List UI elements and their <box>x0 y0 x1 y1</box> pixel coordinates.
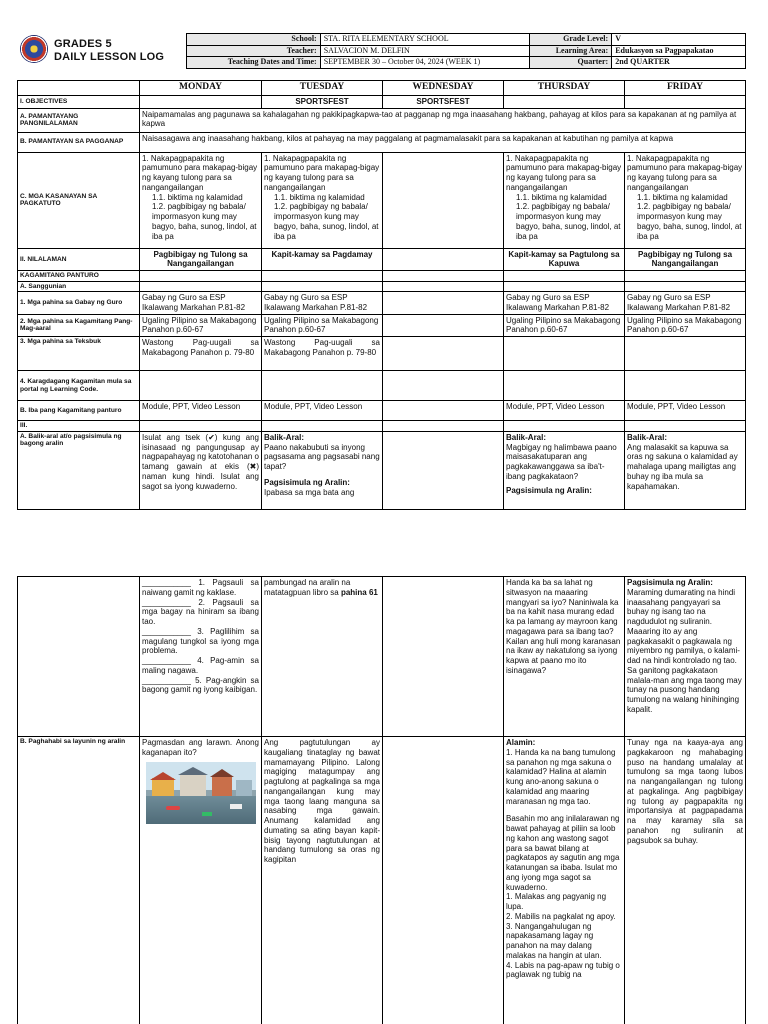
purpose-friday: Tunay nga na kaaya-aya ang pagkakaroon ng mahabaging puso na handang umalalay at tumulong sa mga taong lubos na nangangailangan ng tulong at pagkalinga. Ang pagbibigay ng tulong ay pagpapakita ng importansiya at pagpapadama na may karamay sila sa panahon ng suliranin at pagsubok sa buhay. <box>625 737 746 1024</box>
document-title <box>54 38 164 64</box>
quarter-value: 2nd QUARTER <box>612 57 746 69</box>
teacher-guide-tuesday: Gabay ng Guro sa ESP Ikalawang Markahan P.81-82 <box>262 292 383 315</box>
teacher-guide-thursday: Gabay ng Guro sa ESP Ikalawang Markahan P.81-82 <box>504 292 625 315</box>
deped-seal-logo <box>20 35 48 63</box>
purpose-label: B. Paghahabi sa layunin ng aralin <box>18 737 140 1024</box>
roof-shape <box>150 772 176 780</box>
teacher-guide-friday: Gabay ng Guro sa ESP Ikalawang Markahan P.81-82 <box>625 292 746 315</box>
grade-value: V <box>612 34 746 46</box>
learner-material-monday: Ugaling Pilipino sa Makabagong Panahon p.60-67 <box>140 314 262 337</box>
additional-materials-label: 4. Karagdagang Kagamitan mula sa portal ng Learning Code. <box>18 371 140 401</box>
purpose-item: 4. Labis na pag-apaw ng tubig o paglawak ng tubig na <box>506 960 620 980</box>
floating-debris <box>202 812 212 816</box>
header-info-table <box>186 33 746 69</box>
learner-material-thursday: Ugaling Pilipino sa Makabagong Panahon p.60-67 <box>504 314 625 337</box>
purpose-thursday: Alamin: 1. Handa ka na bang tumulong sa panahon ng mga sakuna o kalamidad? Halina at alamin kung ano-anong sakuna o kalamidad ang maaring maranasan ng mga tao. Basahin mo ang inilalarawan ng bawat pahayag at piliin sa loob ng kahon ang wastong sagot para sa bawat bilang at pagkatapos ay sagutin ang mga katanungan sa ibaba. Isulat mo ang iyong mga sagot sa kuwaderno. 1. Malakas ang pagyanig ng lupa. 2. Mabilis na pagkalat ng apoy. 3. Nangangahulugan ng napakasamang lagay ng panahon na may dalang malakas na hangin at ulan. 4. Labis na pag-apaw ng tubig o paglawak ng tubig na <box>504 737 625 1024</box>
teacher-guide-monday: Gabay ng Guro sa ESP Ikalawang Markahan P.81-82 <box>140 292 262 315</box>
school-label: School: <box>187 34 321 46</box>
content-thursday: Kapit-kamay sa Pagtulong sa Kapuwa <box>504 248 625 271</box>
dates-label: Teaching Dates and Time: <box>187 57 321 69</box>
learner-material-tuesday: Ugaling Pilipino sa Makabagong Panahon p.60-67 <box>262 314 383 337</box>
review-label: A. Balik-aral at/o pagsisimula ng bagong aralin <box>18 431 140 509</box>
purpose-item: 3. Nangangahulugan ng napakasamang lagay ng panahon na may dalang malakas na hangin at ulan. <box>506 921 602 960</box>
quarter-label: Quarter: <box>530 57 612 69</box>
other-materials-tuesday: Module, PPT, Video Lesson <box>262 401 383 421</box>
review-thursday: Balik-Aral: Magbigay ng halimbawa paano maisasakatuparan ang pagkakawanggawa sa iba't-ibang pagkakataon? Pagsisimula ng Aralin: <box>504 431 625 509</box>
review-item: ___________ 3. Paglilihim sa magulang tungkol sa iyong mga problema. <box>142 626 259 656</box>
content-monday: Pagbibigay ng Tulong sa Nangangailangan <box>140 248 262 271</box>
teacher-label: Teacher: <box>187 45 321 57</box>
purpose-monday: Pagmasdan ang larawn. Anong kaganapan ito? <box>140 737 262 1024</box>
purpose-item: 2. Mabilis na pagkalat ng apoy. <box>506 911 616 921</box>
competencies-friday: 1. Nakapagpapakita ng pamumuno para makapag-bigay ng kayang tulong para sa nangangailangan 1.1. biktima ng kalamidad 1.2. pagbibigay ng babala/ impormasyon kung may bagyo, baha, sunog, lindol, at iba pa <box>625 152 746 248</box>
grade-label: Grade Level: <box>530 34 612 46</box>
area-value: Edukasyon sa Pagpapakatao <box>612 45 746 57</box>
competencies-thursday: 1. Nakapagpapakita ng pamumuno para makapag-bigay ng kayang tulong para sa nangangailangan 1.1. biktima ng kalamidad 1.2. pagbibigay ng babala/ impormasyon kung may bagyo, baha, sunog, lindol, at iba pa <box>504 152 625 248</box>
teacher-guide-label: 1. Mga pahina sa Gabay ng Guro <box>18 292 140 315</box>
floating-debris <box>166 806 180 810</box>
references-label: A. Sanggunian <box>18 281 140 292</box>
teacher-value: SALVACION M. DELFIN <box>320 45 530 57</box>
review-cont-thursday: Handa ka ba sa lahat ng sitwasyon na maaaring mangyari sa iyo? Naniniwala ka ba na kahit nasa murang edad ka pa lamang ay mayroon kang magagawa para sa ibang tao? Kailan ang huli mong karanasan na ikaw ay nakatulong sa iyong kapwa at paano mo ito isinagawa? <box>504 577 625 737</box>
roof-shape <box>178 767 208 775</box>
lesson-plan-table-page2 <box>17 576 746 1024</box>
review-items-monday <box>140 577 262 737</box>
textbook-label: 3. Mga pahina sa Teksbuk <box>18 337 140 371</box>
textbook-tuesday: Wastong Pag-uugali sa Makabagong Panahon p. 79-80 <box>262 337 383 371</box>
procedures-label: III. <box>18 421 140 432</box>
other-materials-thursday: Module, PPT, Video Lesson <box>504 401 625 421</box>
other-materials-monday: Module, PPT, Video Lesson <box>140 401 262 421</box>
review-tuesday: Balik-Aral: Paano nakabubuti sa inyong pagsasama ang pagsasabi nang tapat? Pagsisimula ng Aralin: Ipabasa sa mga bata ang <box>262 431 383 509</box>
content-label: II. NILALAMAN <box>18 248 140 271</box>
day-wednesday: WEDNESDAY <box>383 81 504 96</box>
other-materials-friday: Module, PPT, Video Lesson <box>625 401 746 421</box>
title-grade: GRADES 5 <box>54 38 112 50</box>
sportsfest-tuesday: SPORTSFEST <box>262 95 383 108</box>
sportsfest-wednesday: SPORTSFEST <box>383 95 504 108</box>
objectives-label: I. OBJECTIVES <box>18 95 140 108</box>
day-thursday: THURSDAY <box>504 81 625 96</box>
purpose-tuesday: Ang pagtutulungan ay kaugaliang tinataglay ng bawat mamamayang Pilipino. Lalong magiging matagumpay ang pagtulong at pagkalinga sa mga nangangailangan kung may mga taong laang manguna sa nasabing mga gawain. Anumang kalamidad ang dumating sa ating bayan kapit-bisig tayong nagtutulungan at handang tumulong sa oras ng kagipitan <box>262 737 383 1024</box>
area-label: Learning Area: <box>530 45 612 57</box>
performance-standard-text: Naisasagawa ang inaasahang hakbang, kilos at pahayag na may paggalang at pagmamalasakit para sa kapakanan at kabutihan ng pamilya at kapwa <box>140 132 746 152</box>
materials-label: KAGAMITANG PANTURO <box>18 271 140 282</box>
performance-standard-label: B. PAMANTAYAN SA PAGGANAP <box>18 132 140 152</box>
dates-value: SEPTEMBER 30 – October 04, 2024 (WEEK 1) <box>320 57 530 69</box>
review-item: ___________ 4. Pag-amin sa maling nagawa. <box>142 656 259 675</box>
title-log: DAILY LESSON LOG <box>54 50 165 63</box>
flood-water <box>146 796 256 824</box>
competencies-monday: 1. Nakapagpapakita ng pamumuno para makapag-bigay ng kayang tulong para sa nangangailangan 1.1. biktima ng kalamidad 1.2. pagbibigay ng babala/ impormasyon kung may bagyo, baha, sunog, lindol, at iba pa <box>140 152 262 248</box>
review-item: ___________ 5. Pag-angkin sa bagong gamit ng iyong kaibigan. <box>142 675 259 695</box>
content-tuesday: Kapit-kamay sa Pagdamay <box>262 248 383 271</box>
review-monday: Isulat ang tsek (✔) kung ang isinasaad ng pangungusap ay nagpapahayag ng katotohanan o tamang gawain at ekis (✖) naman kung hindi. Isulat ang sagot sa iyong kuwaderno. <box>140 431 262 509</box>
house-shape <box>152 778 174 798</box>
floating-debris <box>230 804 242 809</box>
lesson-plan-table-page1 <box>17 80 746 510</box>
content-friday: Pagbibigay ng Tulong sa Nangangailangan <box>625 248 746 271</box>
school-value: STA. RITA ELEMENTARY SCHOOL <box>320 34 530 46</box>
review-item: ___________ 2. Pagsauli sa mga bagay na hiniram sa ibang tao. <box>142 597 259 626</box>
other-materials-label: B. Iba pang Kagamitang panturo <box>18 401 140 421</box>
day-tuesday: TUESDAY <box>262 81 383 96</box>
review-cont-friday: Pagsisimula ng Aralin: Maraming dumarating na hindi inaasahang pangyayari sa buhay ng isang tao na nagdudulot ng suliranin. Maaaring ito ay ang pagkakasakit o pagkawala ng miyembro ng pamilya, o kalami-dad na hindi kontrolado ng tao. Sa ganitong pagkakataon malala-man ang mga taong may tunay na pusong handang tumulong na walang hinihinging kapalit. <box>625 577 746 737</box>
house-shape <box>180 774 206 798</box>
competencies-tuesday: 1. Nakapagpapakita ng pamumuno para makapag-bigay ng kayang tulong para sa nangangailangan 1.1. biktima ng kalamidad 1.2. pagbibigay ng babala/ impormasyon kung may bagyo, baha, sunog, lindol, at iba pa <box>262 152 383 248</box>
house-shape <box>212 776 232 798</box>
learner-material-friday: Ugaling Pilipino sa Makabagong Panahon p.60-67 <box>625 314 746 337</box>
purpose-item: 1. Malakas ang pagyanig ng lupa. <box>506 892 607 911</box>
review-friday: Balik-Aral: Ang malasakit sa kapuwa sa oras ng sakuna o kalamidad ay mahalaga upang mailigtas ang buhay ng iba mula sa kapahamakan. <box>625 431 746 509</box>
competencies-label: C. MGA KASANAYAN SA PAGKATUTO <box>18 152 140 248</box>
roof-shape <box>210 769 234 777</box>
review-item: ___________ 1. Pagsauli sa naiwang gamit ng kaklase. <box>142 578 259 597</box>
textbook-monday: Wastong Pag-uugali sa Makabagong Panahon p. 79-80 <box>140 337 262 371</box>
content-standard-label: A. PAMANTAYANG PANGNILALAMAN <box>18 108 140 132</box>
day-friday: FRIDAY <box>625 81 746 96</box>
content-standard-text: Naipamamalas ang pagunawa sa kahalagahan ng pakikipagkapwa-tao at pagganap ng mga inaasahang hakbang, pahayag at kilos para sa kapakanan at ng pamilya at kapwa <box>140 108 746 132</box>
learner-material-label: 2. Mga pahina sa Kagamitang Pang-Mag-aaral <box>18 314 140 337</box>
flood-illustration <box>146 762 256 824</box>
review-cont-tuesday: pambungad na aralin na matatagpuan libro sa pahina 61 <box>262 577 383 737</box>
day-monday: MONDAY <box>140 81 262 96</box>
